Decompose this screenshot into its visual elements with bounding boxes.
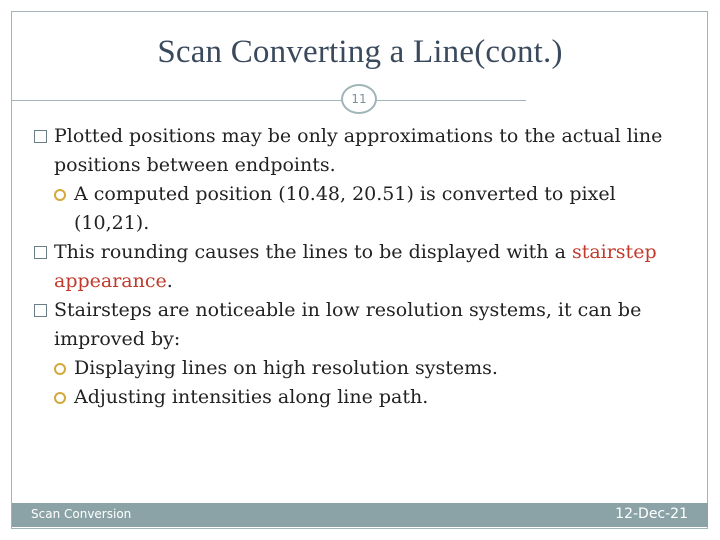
bullet-text: Stairsteps are noticeable in low resolution systems, it can be improved by: [54,299,642,350]
sub-bullet-item [34,180,684,238]
bullet-item [34,296,684,354]
circle-bullet-icon [54,189,66,201]
highlight-text: stairstep appearance [54,241,657,292]
bullet-text-before: This rounding causes the lines to be displayed with a [54,241,572,263]
square-bullet-icon [34,130,47,143]
bullet-item [34,122,684,180]
square-bullet-icon [34,304,47,317]
slide-content [34,122,684,412]
footer-title: Scan Conversion [31,507,132,521]
footer-date: 12-Dec-21 [615,506,688,522]
sub-bullet-item [34,383,684,412]
footer-bar [12,503,708,527]
bullet-item [34,238,684,296]
square-bullet-icon [34,246,47,259]
sub-bullet-text: A computed position (10.48, 20.51) is converted to pixel (10,21). [74,183,616,234]
slide-title: Scan Converting a Line(cont.) [157,34,563,70]
circle-bullet-icon [54,392,66,404]
bullet-text: Plotted positions may be only approximations to the actual line positions between endpoints. [54,125,663,176]
sub-bullet-text: Displaying lines on high resolution systems. [74,357,498,379]
page-number: 11 [351,92,367,106]
page-number-badge [341,84,377,114]
bullet-text-after: . [166,270,173,292]
sub-bullet-text: Adjusting intensities along line path. [74,386,429,408]
title-divider [12,100,526,101]
circle-bullet-icon [54,363,66,375]
sub-bullet-item [34,354,684,383]
